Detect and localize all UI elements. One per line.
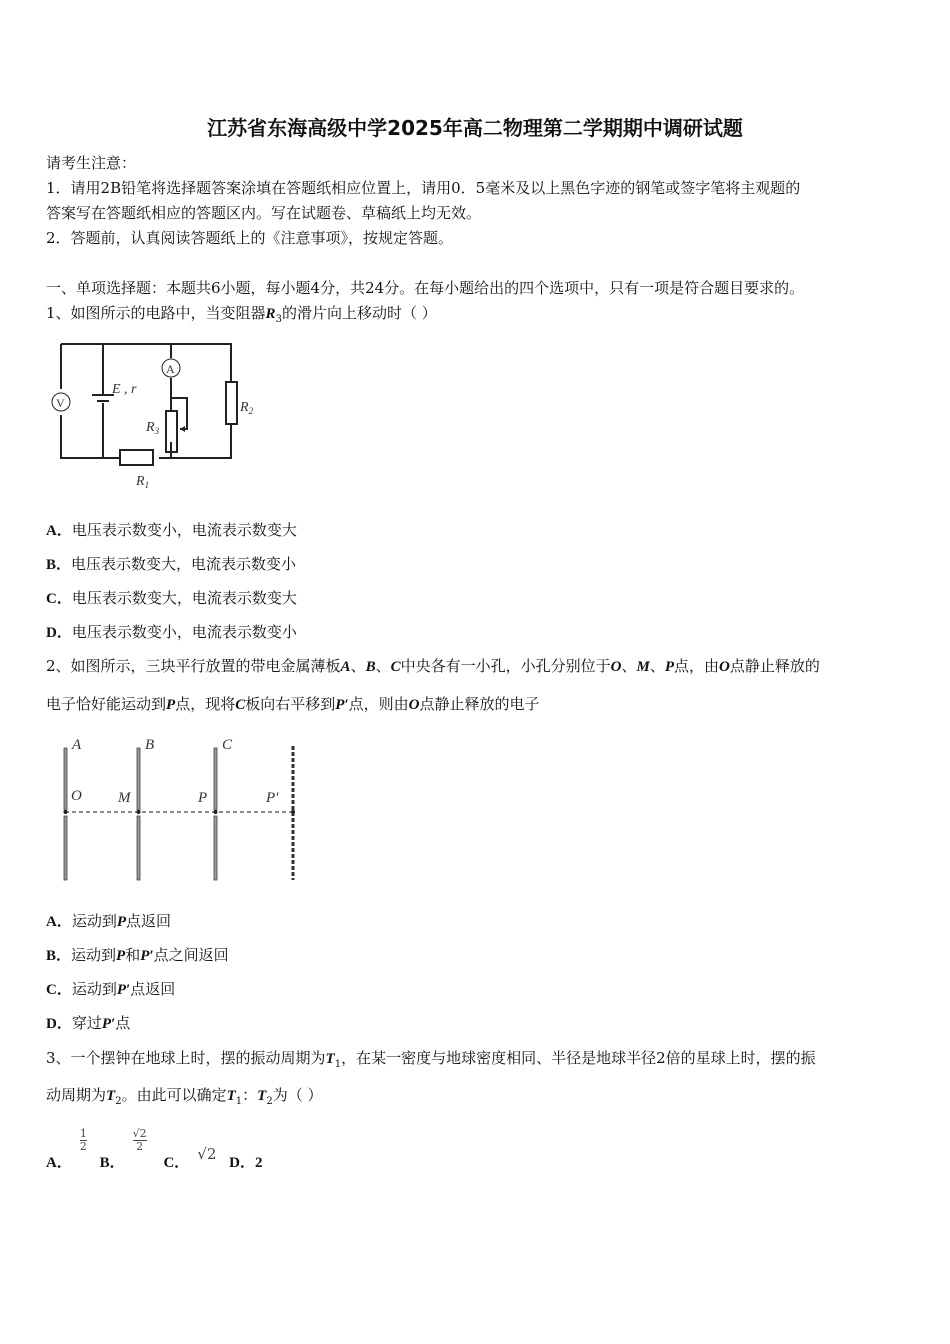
q3-option-a[interactable]: A． $\frac{1}{2}$ (46, 1127, 87, 1171)
circuit-diagram (40, 330, 280, 495)
plate-b-label: B (145, 737, 155, 753)
emf-label: E , r (112, 382, 137, 397)
notice-line-1a: 1．请用2B铅笔将选择题答案涂填在答题纸相应位置上，请用0．5毫米及以上黑色字迹的钢笔或签字笔将主观题的 (46, 179, 801, 197)
q2-option-b[interactable]: B．运动到P和P′点之间返回 (46, 946, 229, 964)
point-p-label: P (198, 790, 208, 806)
point-m-label: M (118, 790, 131, 806)
q2-stem-line1: 2、如图所示，三块平行放置的带电金属薄板A、B、C中央各有一小孔，小孔分别位于O、M、P点，由O点静止释放的 (46, 657, 820, 675)
section-heading: 一、单项选择题：本题共6小题，每小题4分，共24分。在每小题给出的四个选项中，只有一项是符合题目要求的。 (46, 279, 805, 297)
point-o-label: O (71, 788, 82, 804)
q2-stem-line2: 电子恰好能运动到P点，现将C板向右平移到P′点，则由O点静止释放的电子 (46, 695, 540, 713)
plates-diagram (50, 730, 310, 890)
q1-stem-text: 1、如图所示的电路中，当变阻器 (46, 304, 266, 322)
q1-option-d[interactable]: D．电压表示数变小，电流表示数变小 (46, 623, 297, 641)
r3-label: $R_3$ (146, 420, 160, 436)
page-title: 江苏省东海高级中学2025年高二物理第二学期期中调研试题 (207, 116, 743, 140)
q1-stem-text: 的滑片向上移动时（ ） (281, 304, 437, 322)
q3-stem-line2: 动周期为$T_2$。由此可以确定$T_1$：$T_2$为（ ） (46, 1086, 323, 1107)
r2-label: $R_2$ (240, 400, 254, 416)
point-p-prime-label: P′ (266, 790, 279, 806)
q3-option-d[interactable]: D．2 (229, 1154, 263, 1171)
plate-a-label: A (72, 737, 82, 753)
q3-option-c[interactable]: C． √2 (163, 1144, 217, 1171)
notice-line-1b: 答案写在答题纸相应的答题区内。写在试题卷、草稿纸上均无效。 (46, 204, 482, 222)
notice-line-2: 2．答题前，认真阅读答题纸上的《注意事项》，按规定答题。 (46, 229, 454, 247)
q1-var: R (265, 306, 276, 322)
ammeter-label: A (166, 362, 175, 376)
q3-option-b[interactable]: B． $\frac{√2}{2}$ (99, 1127, 147, 1171)
notice-heading: 请考生注意： (46, 154, 137, 172)
voltmeter-label: V (56, 396, 65, 410)
plate-c-label: C (222, 737, 233, 753)
q1-option-c[interactable]: C．电压表示数变大，电流表示数变大 (46, 589, 297, 607)
q1-stem (46, 302, 437, 325)
q2-option-d[interactable]: D．穿过P′点 (46, 1014, 131, 1032)
q3-stem-line1: 3、一个摆钟在地球上时，摆的振动周期为$T_1$，在某一密度与地球密度相同、半径是地球半径2倍的星球上时，摆的振 (46, 1049, 816, 1070)
q3-options (46, 1127, 263, 1175)
q1-option-a[interactable]: A．电压表示数变小，电流表示数变大 (46, 521, 297, 539)
q2-option-c[interactable]: C．运动到P′点返回 (46, 980, 176, 998)
q2-option-a[interactable]: A．运动到P点返回 (46, 912, 172, 930)
q1-sub: 3 (275, 314, 282, 325)
r1-label: $R_1$ (136, 474, 150, 490)
q1-option-b[interactable]: B．电压表示数变大，电流表示数变小 (46, 555, 297, 573)
